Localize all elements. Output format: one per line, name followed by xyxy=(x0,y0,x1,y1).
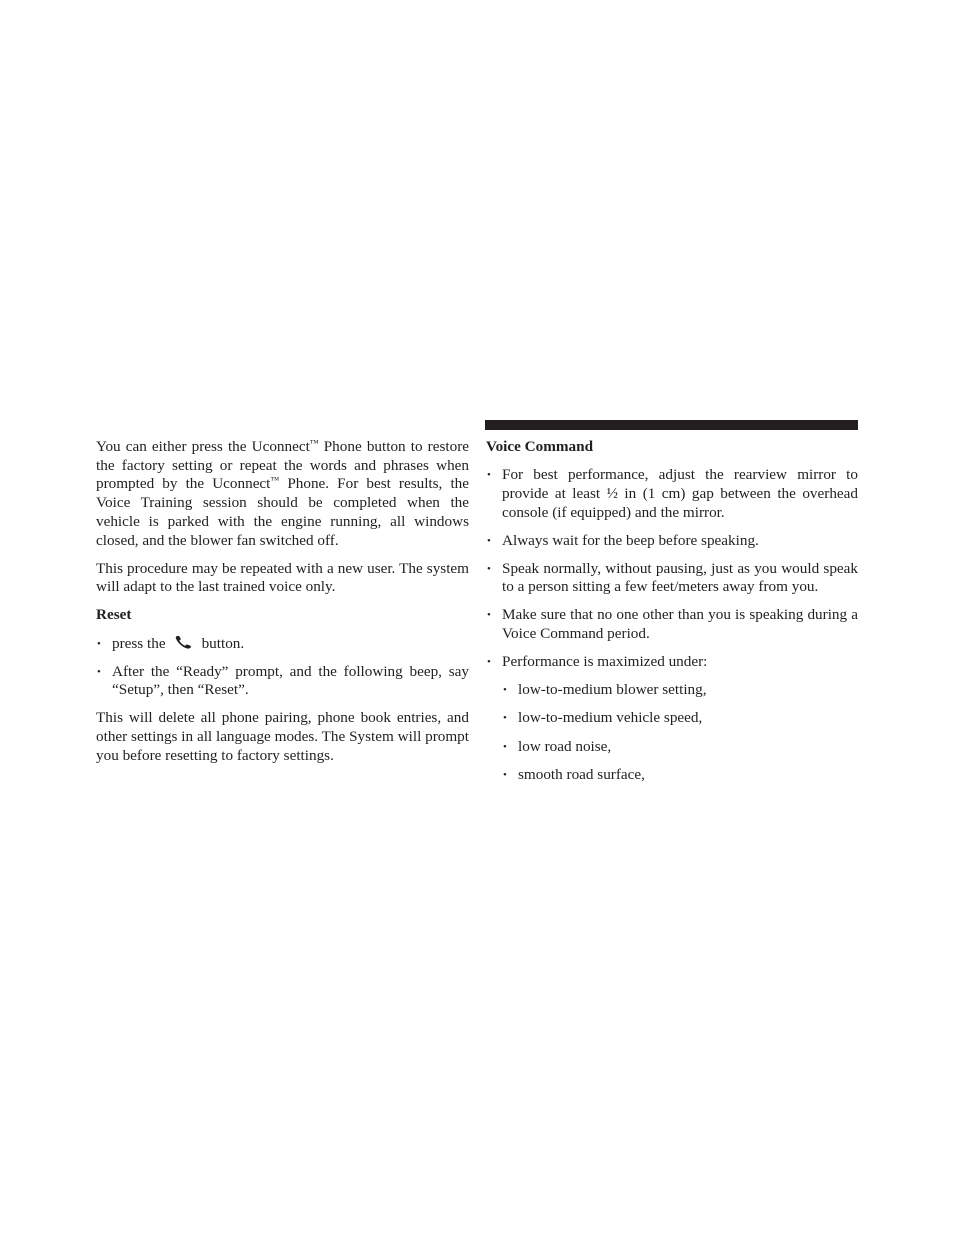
list-item: • For best performance, adjust the rearview mirror to provide at least ½ in (1 cm) gap between the overhead console (if equipped) and the mirror. xyxy=(487,466,858,521)
trademark-symbol: ™ xyxy=(309,438,319,448)
bullet-icon: • xyxy=(503,712,507,725)
list-item: • Always wait for the beep before speaking. xyxy=(487,531,759,549)
phone-handset-icon xyxy=(175,635,195,649)
left-column xyxy=(96,438,469,775)
paragraph-delete-warning: This will delete all phone pairing, phone book entries, and other settings in all language modes. The System will prompt you before resetting to factory settings. xyxy=(96,709,469,764)
trademark-symbol: ™ xyxy=(270,475,280,486)
reset-heading: Reset xyxy=(96,606,132,624)
bullet-icon: • xyxy=(487,469,491,482)
right-column xyxy=(486,438,858,794)
bullet-icon: • xyxy=(487,534,491,547)
paragraph-new-user: This procedure may be repeated with a new user. The system will adapt to the last trained voice only. xyxy=(96,559,469,596)
bullet-icon: • xyxy=(503,768,507,781)
bullet-icon: • xyxy=(487,656,491,669)
section-header-bar xyxy=(485,420,858,430)
list-item: • Speak normally, without pausing, just as you would speak to a person sitting a few feet/meters away from you. xyxy=(487,559,858,596)
list-item: • smooth road surface, xyxy=(503,765,645,783)
list-item: • low-to-medium vehicle speed, xyxy=(503,709,703,727)
voice-command-heading: Voice Command xyxy=(486,438,594,455)
bullet-icon: • xyxy=(97,637,101,650)
list-item: • press the button. xyxy=(97,634,245,652)
list-item: • low-to-medium blower setting, xyxy=(503,681,707,699)
reset-steps-list xyxy=(96,635,469,701)
list-item: • Performance is maximized under: xyxy=(487,653,708,671)
performance-conditions-list xyxy=(486,681,858,784)
bullet-icon: • xyxy=(503,684,507,697)
bullet-icon: • xyxy=(487,562,491,575)
paragraph-voice-training: You can either press the Uconnect™ Phone button to restore the factory setting or repeat the words and phrases when prompted by the Uconnect™ Phone. For best results, the Voice Training session should be completed when the vehicle is parked with the engine running, all windows closed, and the blower fan switched off. xyxy=(96,438,469,549)
bullet-icon: • xyxy=(487,609,491,622)
voice-command-tips-list xyxy=(486,466,858,672)
bullet-icon: • xyxy=(503,740,507,753)
list-item: • Make sure that no one other than you is speaking during a Voice Command period. xyxy=(487,606,858,643)
list-item: • After the “Ready” prompt, and the following beep, say “Setup”, then “Reset”. xyxy=(97,662,469,699)
bullet-icon: • xyxy=(97,665,101,678)
list-item: • low road noise, xyxy=(503,737,612,755)
